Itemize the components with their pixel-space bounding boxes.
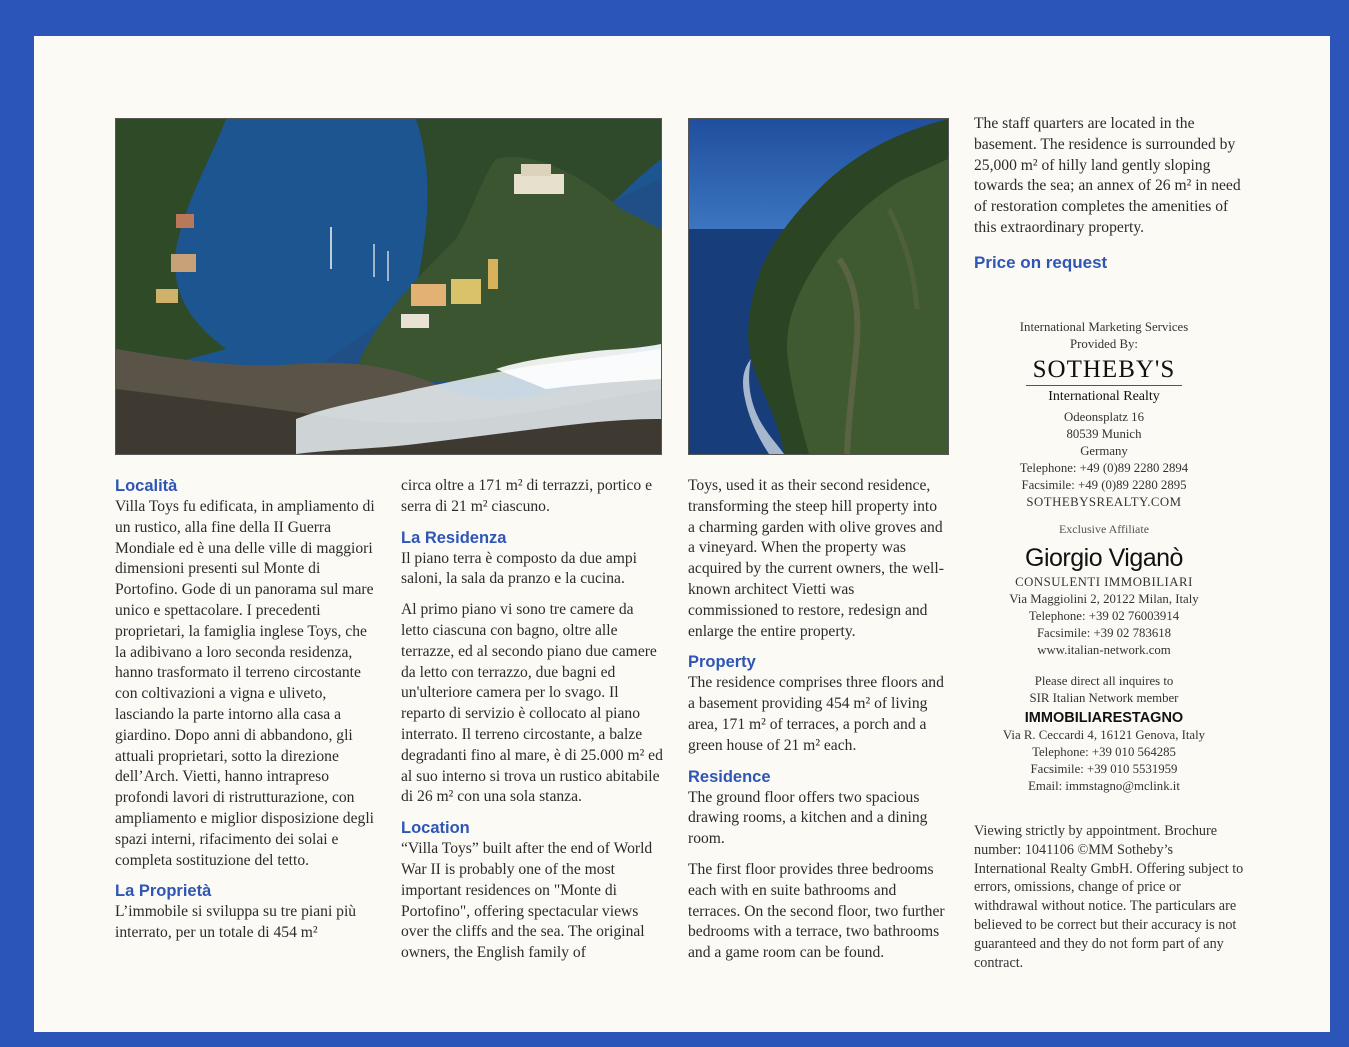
contact-block [974,319,1234,795]
text-property: The residence comprises three floors and a basement providing 454 m² of living area, 171 m² of terraces, a porch and a green house of 21 m² each. [688,674,944,754]
affiliate-logo: Giorgio Viganò [1025,544,1183,572]
marketing-line-1: International Marketing Services [1019,320,1189,334]
text-la-proprieta: L’immobile si sviluppa su tre piani più interrato, per un totale di 454 m² [115,903,357,942]
member-address: Via R. Ceccardi 4, 16121 Genova, Italy [1002,728,1206,742]
inquire-line-1: Please direct all inquires to [1034,674,1174,688]
affiliate-address: Via Maggiolini 2, 20122 Milan, Italy [1009,592,1199,606]
sothebys-address-1: Odeonsplatz 16 [1064,410,1144,424]
column-english-1 [688,476,946,964]
sothebys-address-2: 80539 Munich [1066,427,1142,441]
sothebys-logo: SOTHEBY'S [1026,355,1182,386]
affiliate-label: Exclusive Affiliate [1058,522,1150,536]
heading-la-proprieta: La Proprietà [115,882,212,901]
sothebys-fax: Facsimile: +49 (0)89 2280 2895 [1021,478,1187,492]
affiliate-phone: Telephone: +39 02 76003914 [1028,609,1180,623]
heading-localita: Località [115,477,178,495]
text-la-residenza-2: Al primo piano vi sono tre camere da letto ciascuna con bagno, oltre alle terrazze, ed al secondo piano due camere da letto con terrazzo, due bagni ed un'ulteriore camera per lo svago. Il reparto di servizio è collocato al piano interrato. Il terreno circostante, a balze degradanti fino al mare, è di 25.000 m² ed al suo interno si trova un rustico abitabile di 26 m² con una sola stanza. [401,601,663,806]
text-proprieta-continued: circa oltre a 171 m² di terrazzi, portico e serra di 21 m² ciascuno. [401,477,653,515]
member-phone: Telephone: +39 010 564285 [1032,745,1176,759]
text-la-residenza-1: Il piano terra è composto da due ampi saloni, la sala da pranzo e la cucina. [401,549,637,588]
text-residence-1: The ground floor offers two spacious drawing rooms, a kitchen and a dining room. [688,788,928,848]
text-location: “Villa Toys” built after the end of World War II is probably one of the most important residences on "Monte di Portofino", offering spectacular views over the cliffs and the sea. The original owners, the English family of [401,840,653,962]
brochure-page [34,36,1330,1032]
affiliate-subtitle: CONSULENTI IMMOBILIARI [1015,575,1193,589]
text-localita: Villa Toys fu edificata, in ampliamento di un rustico, alla fine della II Guerra Mondiale ed è una delle ville di maggiori dimensioni presenti sul Monte di Portofino. Gode di un panorama sul mare unico e spettacolare. I precedenti proprietari, la famiglia inglese Toys, che la adibivano a loro seconda residenza, hanno trasformato il terreno circostante con coltivazioni a vigna e uliveto, lasciando la parte intorno alla casa a giardino. Dopo anni di abbandono, gli attuali proprietari, sotto la direzione dell’Arch. Vietti, hanno intrapreso profondi lavori di ristrutturazione, con ampliamento e miglior disposizione degli spazi interni, rifacimento dei solai e completa sostituzione del tetto. [115,498,375,869]
sothebys-address-3: Germany [1080,444,1128,458]
sothebys-phone: Telephone: +49 (0)89 2280 2894 [1019,461,1189,475]
price-on-request: Price on request [974,252,1108,272]
sothebys-subtitle: International Realty [1048,389,1160,404]
column-english-2 [974,114,1242,274]
inquire-line-2: SIR Italian Network member [1029,691,1179,705]
sothebys-website-link[interactable]: SOTHEBYSREALTY.COM [1026,495,1182,509]
marketing-line-2: Provided By: [1070,337,1138,351]
column-italian-1 [115,476,380,944]
heading-property: Property [688,653,756,672]
member-email-link[interactable]: Email: immstagno@mclink.it [1028,779,1180,793]
member-fax: Facsimile: +39 010 5531959 [1030,762,1178,776]
member-name: IMMOBILIARESTAGNO [1024,710,1184,726]
affiliate-fax: Facsimile: +39 02 783618 [1036,626,1172,640]
heading-location: Location [401,819,470,838]
disclaimer: Viewing strictly by appointment. Brochure number: 1041106 ©MM Sotheby’s International Realty GmbH. Offering subject to errors, omissions, change of price or withdrawal without notice. The particulars are believed to be correct but their accuracy is not guaranteed and they do not form part of any contract. [974,823,1244,971]
text-staff-quarters: The staff quarters are located in the basement. The residence is surrounded by 25,000 m² of hilly land gently sloping towards the sea; an annex of 26 m² in need of restoration completes the amenities of this extraordinary property. [974,115,1241,236]
heading-la-residenza: La Residenza [401,528,507,547]
photo-cliffs [688,118,949,455]
photo-portofino-bay [115,118,662,455]
heading-residence: Residence [688,767,771,786]
text-location-continued: Toys, used it as their second residence, transforming the steep hill property into a charming garden with olive groves and a vineyard. When the property was acquired by the current owners, the well-known architect Vietti was commissioned to restore, redesign and enlarge the entire property. [688,477,944,640]
column-italian-2 [401,476,663,964]
text-residence-2: The first floor provides three bedrooms each with en suite bathrooms and terraces. On the second floor, two further bedrooms with a terrace, two bathrooms and a game room can be found. [688,860,945,962]
affiliate-website-link[interactable]: www.italian-network.com [1037,643,1171,657]
